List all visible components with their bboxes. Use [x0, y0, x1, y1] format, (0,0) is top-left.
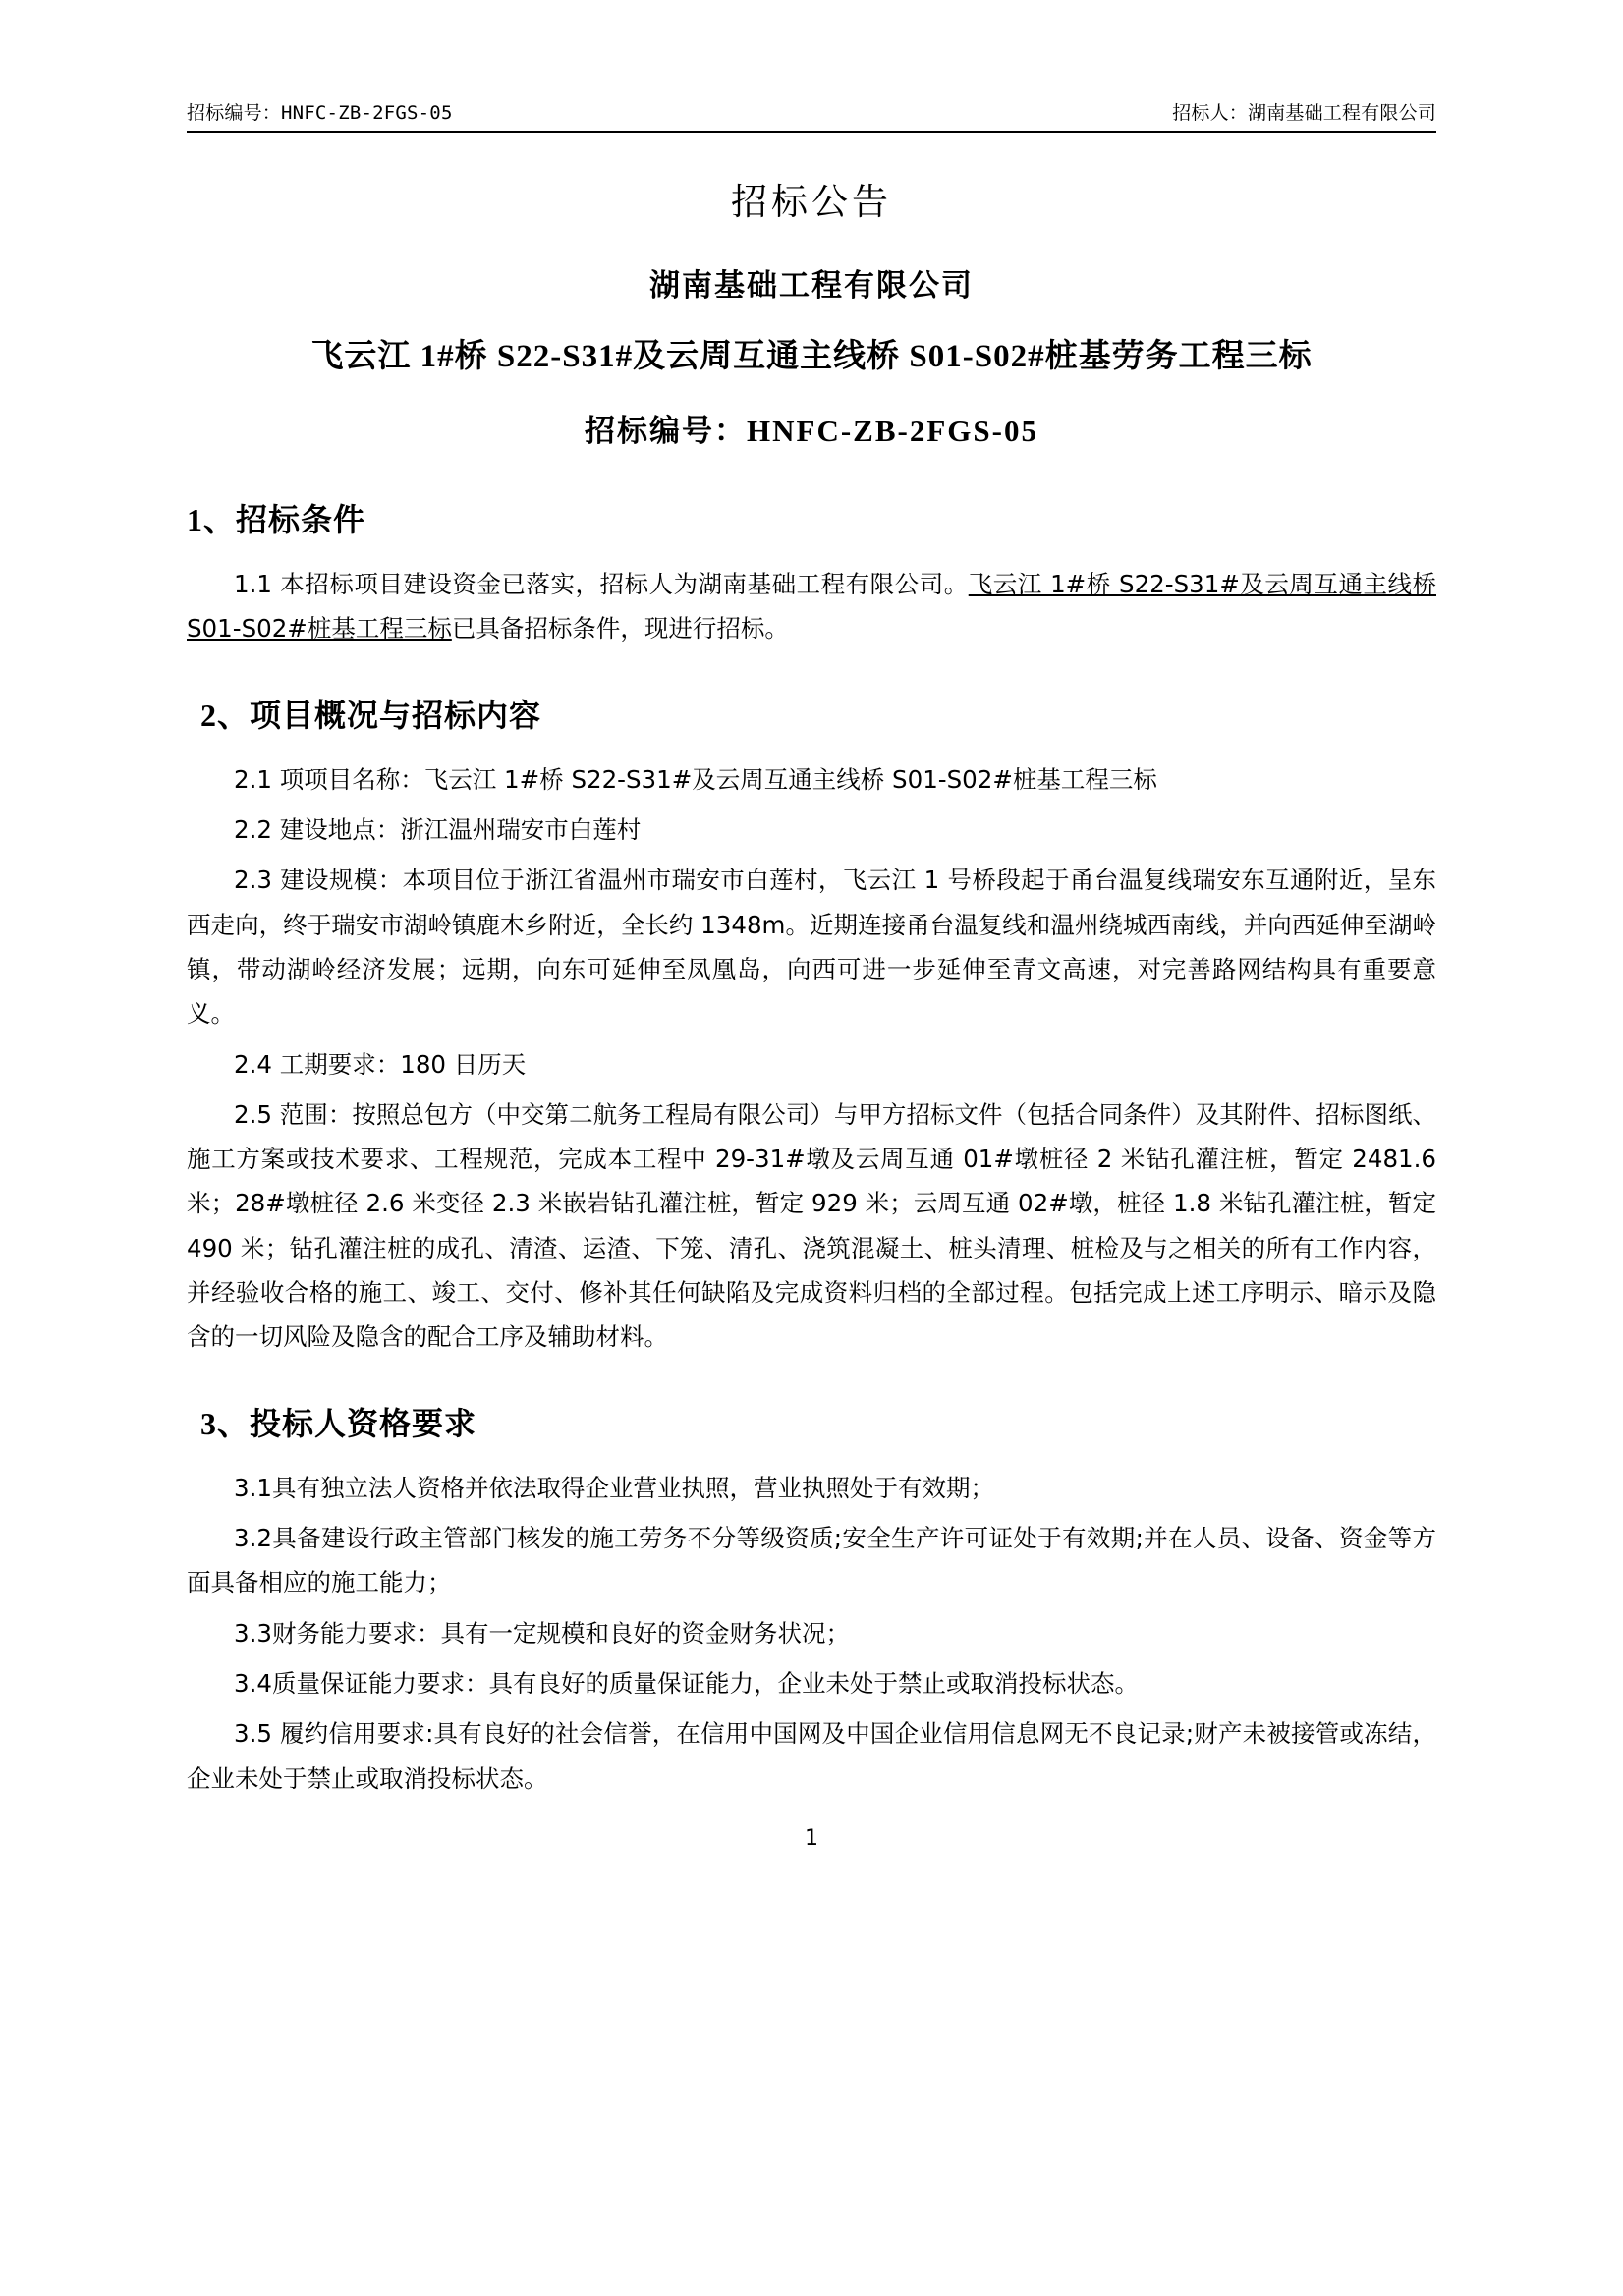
- paragraph: [187, 1711, 1436, 1801]
- paragraph: [187, 1611, 1436, 1655]
- paragraph: [187, 1092, 1436, 1360]
- project-name-title: 飞云江 1#桥 S22-S31#及云周互通主线桥 S01-S02#桩基劳务工程三标: [310, 339, 1313, 374]
- paragraph: [187, 1042, 1436, 1087]
- section-heading: 3、投标人资格要求: [200, 1405, 477, 1441]
- paragraph-text: 3.4质量保证能力要求：具有良好的质量保证能力，企业未处于禁止或取消投标状态。: [234, 1668, 1139, 1698]
- page-title: 招标公告: [731, 183, 892, 223]
- paragraph-text: 2.2 建设地点：浙江温州瑞安市白莲村: [234, 814, 642, 844]
- paragraph-text: 2.3 建设规模：本项目位于浙江省温州市瑞安市白莲村，飞云江 1 号桥段起于甬台温复线瑞安东互通附近，呈东西走向，终于瑞安市湖岭镇鹿木乡附近，全长约 1348m。近期连接甬台温复线和温州绕城西南线，并向西延伸至湖岭镇，带动湖岭经济发展；远期，向东可延伸至凤凰岛，向西可进一步延伸至青文高速，对完善路网结构具有重要意义。: [187, 866, 1436, 1029]
- paragraph-text: 3.2具备建设行政主管部门核发的施工劳务不分等级资质;安全生产许可证处于有效期;并在人员、设备、资金等方面具备相应的施工能力；: [187, 1524, 1436, 1597]
- paragraph: [187, 1516, 1436, 1605]
- paragraph-text: 2.1 项项目名称：飞云江 1#桥 S22-S31#及云周互通主线桥 S01-S02#桩基工程三标: [234, 764, 1157, 794]
- header-tenderer: 招标人：湖南基础工程有限公司: [1172, 102, 1436, 124]
- paragraph-text: 3.5 履约信用要求:具有良好的社会信誉，在信用中国网及中国企业信用信息网无不良记录;财产未被接管或冻结，企业未处于禁止或取消投标状态。: [187, 1719, 1436, 1793]
- header-divider: [187, 131, 1436, 133]
- section-heading: 1、招标条件: [187, 502, 366, 537]
- paragraph: [187, 1661, 1436, 1706]
- underlined-text: 飞云江 1#桥 S22-S31#及云周互通主线桥 S01-S02#桩基工程三标: [187, 570, 1436, 644]
- paragraph-text: 已具备招标条件，现进行招标。: [451, 614, 789, 644]
- paragraph: [187, 1466, 1436, 1510]
- company-name: 湖南基础工程有限公司: [649, 268, 974, 303]
- header-tender-number: 招标编号：HNFC-ZB-2FGS-05: [187, 102, 453, 124]
- paragraph-text: 3.3财务能力要求：具有一定规模和良好的资金财务状况；: [234, 1618, 850, 1648]
- page-header: [187, 98, 1436, 131]
- paragraph: [187, 757, 1436, 802]
- paragraph-text: 2.5 范围：按照总包方（中交第二航务工程局有限公司）与甲方招标文件（包括合同条件）及其附件、招标图纸、施工方案或技术要求、工程规范，完成本工程中 29-31#墩及云周互通 01#墩桩径 2 米钻孔灌注桩，暂定 2481.6 米；28#墩桩径 2.6 米变径 2.3 米嵌岩钻孔灌注桩，暂定 929 米；云周互通 02#墩，桩径 1.8 米钻孔灌注桩，暂定 490 米；钻孔灌注桩的成孔、清渣、运渣、下笼、清孔、浇筑混凝土、桩头清理、桩检及与之相关的所有工作内容，并经验收合格的施工、竣工、交付、修补其任何缺陷及完成资料归档的全部过程。包括完成上述工序明示、暗示及隐含的一切风险及隐含的配合工序及辅助材料。: [187, 1099, 1436, 1352]
- paragraph: [187, 562, 1436, 651]
- paragraph: [187, 808, 1436, 852]
- section-heading: 2、项目概况与招标内容: [200, 697, 542, 733]
- page-number: 1: [805, 1825, 818, 1851]
- paragraph: [187, 858, 1436, 1036]
- document-body: [187, 495, 1436, 1801]
- paragraph-text: 1.1 本招标项目建设资金已落实，招标人为湖南基础工程有限公司。: [234, 570, 969, 598]
- paragraph-text: 3.1具有独立法人资格并依法取得企业营业执照，营业执照处于有效期；: [234, 1473, 994, 1502]
- tender-code-title: 招标编号：HNFC-ZB-2FGS-05: [585, 414, 1038, 448]
- paragraph-text: 2.4 工期要求：180 日历天: [234, 1049, 527, 1079]
